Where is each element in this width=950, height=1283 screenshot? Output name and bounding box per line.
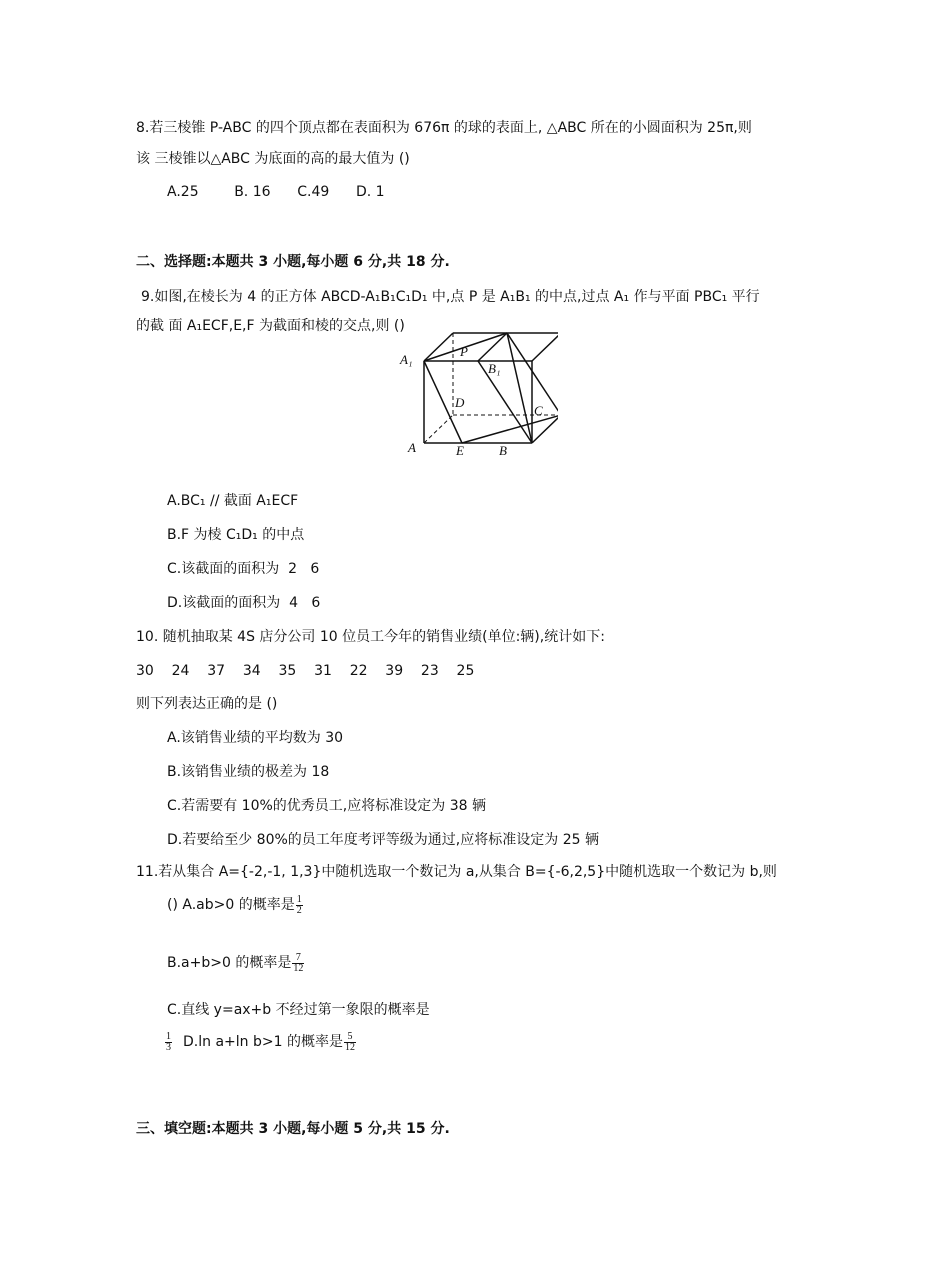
fraction-numerator: 1	[296, 893, 302, 905]
fraction-numerator: 1	[166, 1030, 171, 1042]
q10-option-c: C.若需要有 10%的优秀员工,应将标准设定为 38 辆	[167, 798, 486, 814]
label-p: P	[460, 344, 468, 359]
q9-option-d: D.该截面的面积为 4 6	[167, 595, 321, 611]
section3-heading: 三、填空题:本题共 3 小题,每小题 5 分,共 15 分.	[136, 1121, 450, 1137]
fraction	[296, 895, 303, 916]
section2-heading: 二、选择题:本题共 3 小题,每小题 6 分,共 18 分.	[136, 254, 450, 270]
fraction-denominator: 12	[344, 1041, 355, 1053]
q11-option-b-text: B.a+b>0 的概率是	[167, 955, 292, 971]
q9-option-c: C.该截面的面积为 2 6	[167, 561, 320, 577]
q8-options: A.25 B. 16 C.49 D. 1	[167, 184, 385, 200]
fraction-denominator: 2	[296, 904, 302, 916]
fraction-numerator: 7	[292, 953, 304, 964]
q11-option-c: C.直线 y=ax+b 不经过第一象限的概率是	[167, 1002, 430, 1018]
fraction-numerator: 5	[344, 1032, 356, 1043]
q11-option-a	[167, 890, 303, 920]
q10-prompt: 则下列表达正确的是 ()	[136, 696, 278, 712]
q10-data: 30 24 37 34 35 31 22 39 23 25	[136, 663, 475, 679]
label-d: D	[455, 395, 465, 410]
q8-line1: 8.若三棱锥 P-ABC 的四个顶点都在表面积为 676π 的球的表面上, △ABC 所在的小圆面积为 25π,则	[136, 120, 752, 136]
label-b1: B₁	[488, 361, 501, 376]
label-e: E	[456, 443, 464, 458]
q8-line2: 该 三棱锥以△ABC 为底面的高的最大值为 ()	[136, 151, 410, 167]
fraction	[165, 1032, 172, 1053]
q10-option-b: B.该销售业绩的极差为 18	[167, 764, 330, 780]
q10-line1: 10. 随机抽取某 4S 店分公司 10 位员工今年的销售业绩(单位:辆),统计如下:	[136, 629, 605, 645]
q9-line1: 9.如图,在棱长为 4 的正方体 ABCD-A₁B₁C₁D₁ 中,点 P 是 A₁B₁ 的中点,过点 A₁ 作与平面 PBC₁ 平行	[141, 289, 760, 305]
q11-option-a-text: () A.ab>0 的概率是	[167, 897, 295, 913]
label-a1: A₁	[400, 352, 413, 367]
q11-option-c-fraction	[164, 1027, 172, 1057]
q11-option-d	[183, 1027, 356, 1057]
q11-option-d-text: D.ln a+ln b>1 的概率是	[183, 1034, 343, 1050]
fraction	[344, 1032, 356, 1053]
q9-option-a: A.BC₁ // 截面 A₁ECF	[167, 493, 299, 509]
q9-line2: 的截 面 A₁ECF,E,F 为截面和棱的交点,则 ()	[136, 318, 405, 334]
label-c: C	[534, 403, 543, 418]
fraction-denominator: 3	[166, 1041, 171, 1053]
q11-option-b	[167, 948, 304, 978]
fraction	[292, 953, 304, 974]
label-a: A	[408, 440, 416, 455]
label-b: B	[499, 443, 507, 458]
q9-option-b: B.F 为棱 C₁D₁ 的中点	[167, 527, 305, 543]
q11-line1: 11.若从集合 A={-2,-1, 1,3}中随机选取一个数记为 a,从集合 B={-6,2,5}中随机选取一个数记为 b,则	[136, 864, 777, 880]
q10-option-a: A.该销售业绩的平均数为 30	[167, 730, 344, 746]
q10-option-d: D.若要给至少 80%的员工年度考评等级为通过,应将标准设定为 25 辆	[167, 832, 599, 848]
cube-figure	[398, 328, 558, 463]
fraction-denominator: 12	[293, 962, 304, 974]
